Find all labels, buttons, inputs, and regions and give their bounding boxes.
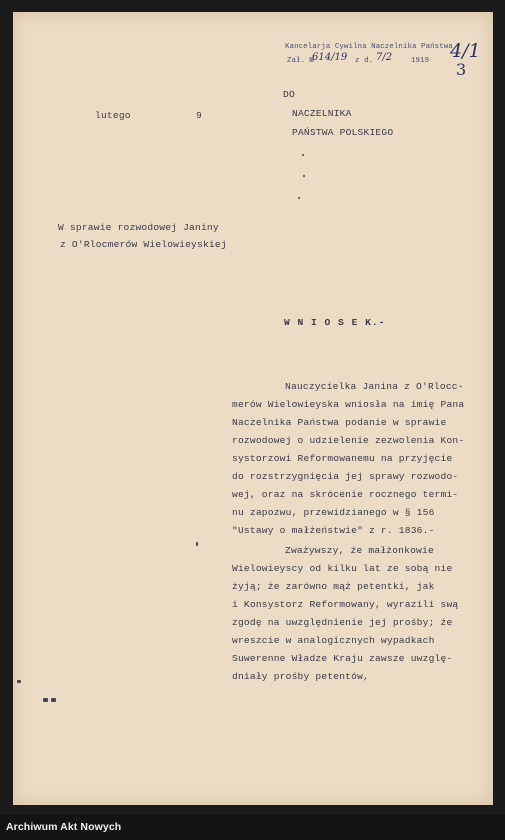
corner-handwritten-sub: 3	[456, 60, 467, 79]
body-line: zgodę na uwzględnienie jej prośby; że	[232, 617, 453, 628]
body-line: wreszcie w analogicznych wypadkach	[232, 635, 435, 646]
recipient-line2: PAŃSTWA POLSKIEGO	[292, 127, 394, 138]
document-title: W N I O S E K.-	[284, 317, 386, 328]
body-line: Suwerenne Władze Kraju zawsze uwzglę-	[232, 653, 453, 664]
body-line: merów Wielowieyska wniosła na imię Pana	[232, 399, 465, 410]
subject-line1: W sprawie rozwodowej Janiny	[58, 222, 219, 233]
recipient-to: DO	[283, 89, 295, 100]
corner-handwritten-number: 4/1	[450, 40, 481, 62]
stamp-number-prefix: Zał. №	[287, 57, 315, 65]
body-line: wej, oraz na skrócenie rocznego termi-	[232, 489, 459, 500]
ink-dot	[302, 154, 304, 156]
margin-mark	[51, 698, 56, 702]
stamp-date-prefix: z d.	[355, 57, 374, 65]
body-line: Naczelnika Państwa podanie w sprawie	[232, 417, 447, 428]
stamp-date: 7/2	[376, 52, 393, 63]
ink-mark	[196, 542, 198, 546]
body-line: Wielowieyscy od kilku lat ze sobą nie	[232, 563, 453, 574]
date-day: 9	[196, 110, 202, 121]
stamp-year: 1919	[411, 57, 430, 65]
archive-footer	[0, 815, 505, 840]
margin-mark	[43, 698, 48, 702]
archive-label: Archiwum Akt Nowych	[6, 821, 122, 833]
document-page	[13, 12, 493, 805]
body-line: Zważywszy, że małżonkowie	[285, 545, 434, 556]
ink-dot	[298, 197, 300, 199]
recipient-line1: NACZELNIKA	[292, 108, 352, 119]
body-line: Nauczycielka Janina z O'Rlocc-	[285, 381, 464, 392]
margin-mark	[17, 680, 21, 683]
ink-dot	[303, 175, 305, 177]
stamp-number: 614/19	[312, 52, 348, 63]
body-line: rozwodowej o udzielenie zezwolenia Kon-	[232, 435, 465, 446]
body-line: nu zapozwu, przewidzianego w § 156	[232, 507, 435, 518]
body-line: dniały prośby petentów,	[232, 671, 370, 682]
body-line: i Konsystorz Reformowany, wyrazili swą	[232, 599, 459, 610]
body-line: systorzowi Reformowanemu na przyjęcie	[232, 453, 453, 464]
body-line: żyją; że zarówno mąż petentki, jak	[232, 581, 435, 592]
date-month: lutego	[95, 110, 131, 121]
office-stamp: Kancelarja Cywilna Naczelnika Państwa	[285, 43, 453, 51]
body-line: "Ustawy o małżeństwie" z r. 1836.-	[232, 525, 435, 536]
body-line: do rozstrzygnięcia jej sprawy rozwodo-	[232, 471, 459, 482]
subject-line2: z O'Rlocmerów Wielowieyskiej	[60, 239, 227, 250]
